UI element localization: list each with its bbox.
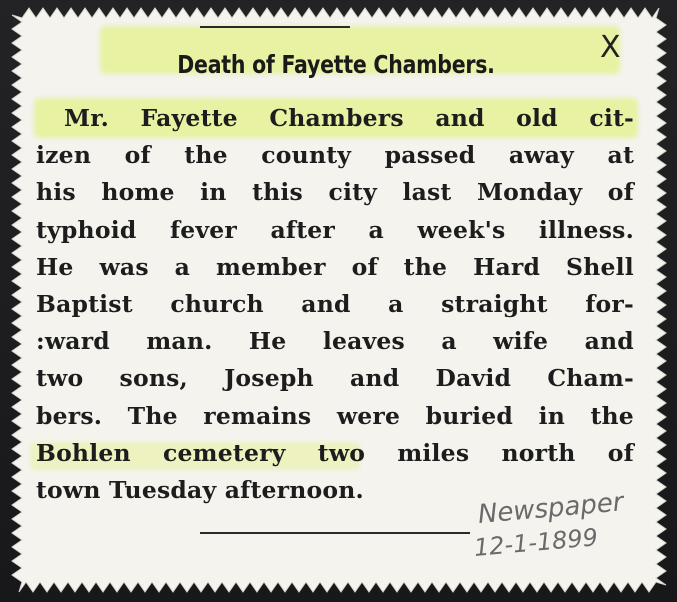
article-line: Baptist church and a straight for- [36,290,634,318]
article-line: He was a member of the Hard Shell [36,252,634,281]
article-line: :ward man. He leaves a wife and [36,327,634,356]
article-line: Mr. Fayette Chambers and old cit- [64,104,634,132]
x-mark: X [600,30,621,65]
bottom-rule [200,532,470,534]
article-line: bers. The remains were buried in the [36,401,634,430]
article-line: town Tuesday afternoon. [36,476,364,504]
top-rule [200,26,350,28]
article-line: his home in this city last Monday of [36,178,634,207]
annotation-date: 12-1-1899 [472,523,599,562]
article-line: Bohlen cemetery two miles north of [36,438,634,467]
article-line: typhoid fever after a week's illness. [36,215,634,244]
article-line: izen of the county passed away at [36,141,634,170]
annotation-source: Newspaper [476,487,625,530]
headline: Death of Fayette Chambers. [177,50,495,79]
article-line: two sons, Joseph and David Cham- [36,364,634,393]
